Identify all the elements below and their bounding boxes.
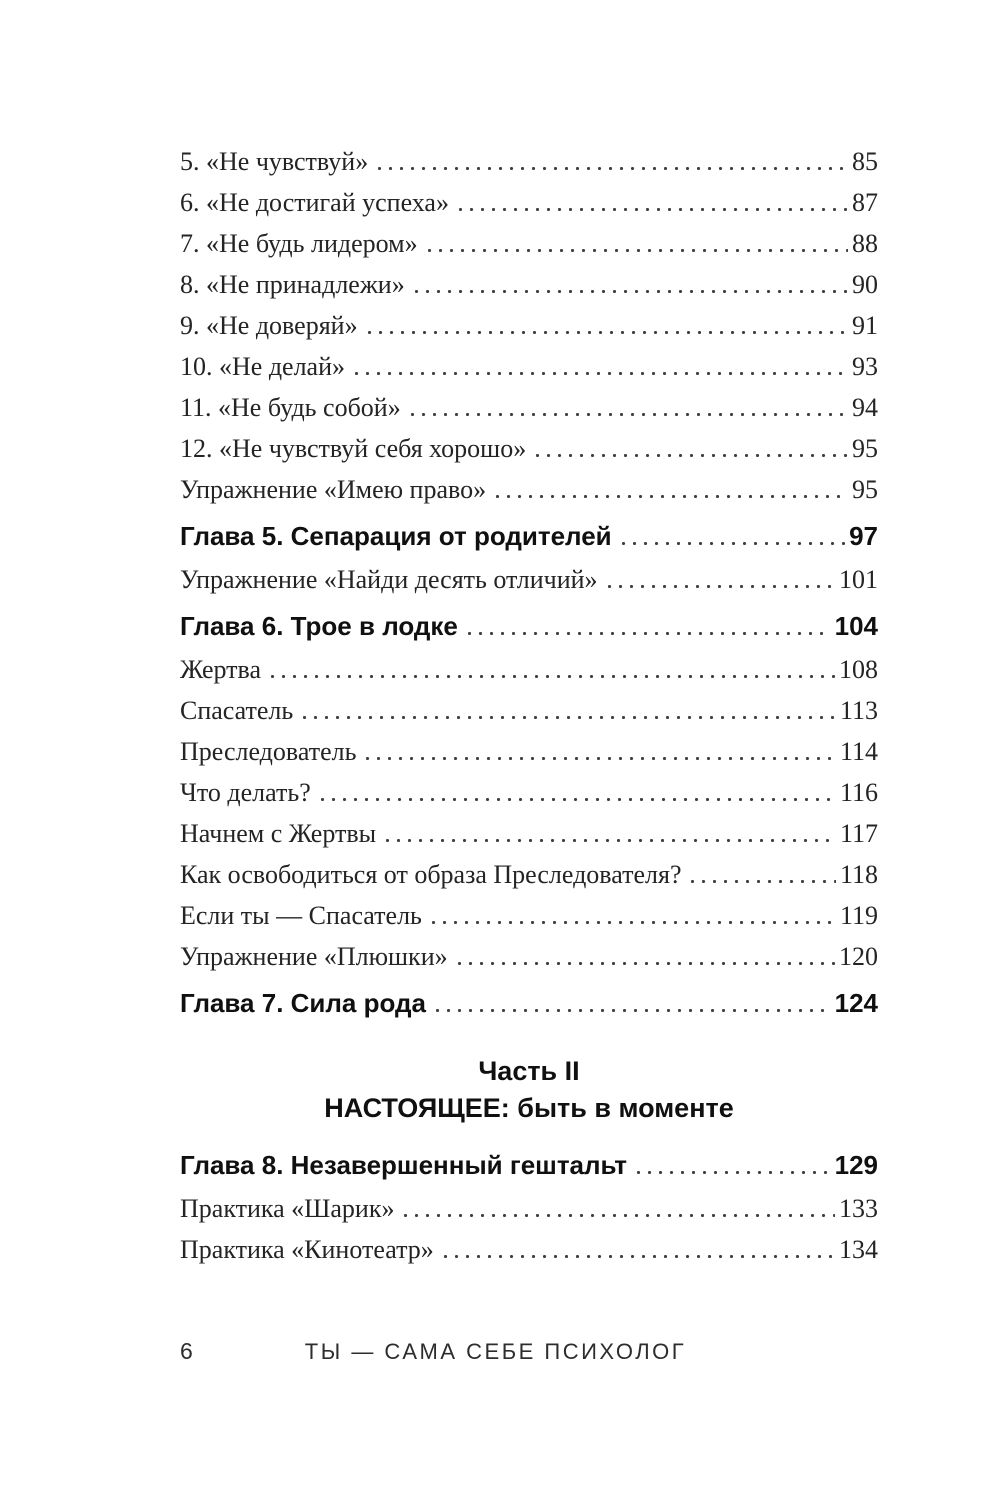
toc-entry-page: 85 <box>852 147 878 176</box>
toc-entry-label: Упражнение «Плюшки» <box>180 942 448 971</box>
toc-entry-label: Что делать? <box>180 778 311 807</box>
toc-entry-row <box>180 394 878 422</box>
dot-leader <box>637 1171 831 1174</box>
toc-entry-page: 95 <box>852 475 878 504</box>
toc-entry-label: Если ты — Спасатель <box>180 901 422 930</box>
toc-chapter-row <box>180 1151 878 1179</box>
toc-entry-label: 7. «Не будь лидером» <box>180 229 418 258</box>
toc-entry-page: 108 <box>839 655 878 684</box>
toc-entry-row <box>180 1236 878 1264</box>
toc-entry-page: 129 <box>834 1150 878 1180</box>
toc-entry-label: Спасатель <box>180 696 294 725</box>
toc-entry-label: Жертва <box>180 655 262 684</box>
toc-entry-row <box>180 656 878 684</box>
toc-entry-page: 113 <box>839 696 878 725</box>
toc-entry-row <box>180 861 878 889</box>
dot-leader <box>386 839 836 842</box>
toc-entry-row <box>180 738 878 766</box>
toc-entry-label: 9. «Не доверяй» <box>180 311 358 340</box>
toc-entry-label: Глава 6. Трое в лодке <box>180 611 458 641</box>
dot-leader <box>459 208 848 211</box>
footer-page-number: 6 <box>180 1338 193 1364</box>
dot-leader <box>436 1009 831 1012</box>
toc-entry-label: Глава 8. Незавершенный гештальт <box>180 1150 627 1180</box>
toc-entry-label: Практика «Кинотеатр» <box>180 1235 434 1264</box>
toc-entry-label: 10. «Не делай» <box>180 352 346 381</box>
toc-entry-row <box>180 1195 878 1223</box>
dot-leader <box>468 632 831 635</box>
dot-leader <box>411 413 848 416</box>
toc-entry-row <box>180 902 878 930</box>
toc-entry-row <box>180 189 878 217</box>
toc-entry-row <box>180 230 878 258</box>
part-heading-line: НАСТОЯЩЕЕ: быть в моменте <box>324 1093 734 1123</box>
toc-entry-page: 117 <box>839 819 878 848</box>
toc-entry-page: 114 <box>839 737 878 766</box>
toc-entry-row <box>180 353 878 381</box>
toc-entry-row <box>180 943 878 971</box>
toc-entry-row <box>180 697 878 725</box>
dot-leader <box>536 454 848 457</box>
toc-entry-page: 101 <box>839 565 878 594</box>
toc-entry-page: 133 <box>839 1194 878 1223</box>
dot-leader <box>415 290 848 293</box>
toc-entry-row <box>180 779 878 807</box>
dot-leader <box>608 585 835 588</box>
toc-entry-row <box>180 312 878 340</box>
dot-leader <box>444 1255 835 1258</box>
part-heading <box>180 1053 878 1127</box>
toc-entry-label: Преследователь <box>180 737 357 766</box>
table-of-contents <box>180 148 878 1277</box>
toc-entry-page: 97 <box>849 521 878 551</box>
toc-entry-label: 8. «Не принадлежи» <box>180 270 405 299</box>
toc-entry-page: 95 <box>852 434 878 463</box>
toc-entry-page: 119 <box>839 901 878 930</box>
toc-entry-label: 6. «Не достигай успеха» <box>180 188 449 217</box>
toc-entry-page: 116 <box>839 778 878 807</box>
toc-entry-page: 90 <box>852 270 878 299</box>
dot-leader <box>271 675 835 678</box>
dot-leader <box>496 495 848 498</box>
dot-leader <box>458 962 835 965</box>
toc-chapter-row <box>180 989 878 1017</box>
dot-leader <box>303 716 836 719</box>
toc-entry-label: Глава 5. Сепарация от родителей <box>180 521 612 551</box>
toc-entry-row <box>180 566 878 594</box>
toc-entry-page: 91 <box>852 311 878 340</box>
toc-entry-label: 12. «Не чувствуй себя хорошо» <box>180 434 527 463</box>
dot-leader <box>622 542 845 545</box>
toc-entry-label: 5. «Не чувствуй» <box>180 147 369 176</box>
toc-entry-label: Глава 7. Сила рода <box>180 988 426 1018</box>
toc-entry-page: 118 <box>839 860 878 889</box>
dot-leader <box>404 1214 835 1217</box>
toc-entry-row <box>180 476 878 504</box>
toc-entry-label: Практика «Шарик» <box>180 1194 395 1223</box>
toc-entry-row <box>180 435 878 463</box>
toc-entry-row <box>180 820 878 848</box>
dot-leader <box>321 798 836 801</box>
toc-entry-label: Упражнение «Имею право» <box>180 475 487 504</box>
toc-entry-page: 93 <box>852 352 878 381</box>
toc-entry-row <box>180 271 878 299</box>
dot-leader <box>355 372 848 375</box>
dot-leader <box>428 249 848 252</box>
footer-book-title: ТЫ — САМА СЕБЕ ПСИХОЛОГ <box>304 1339 687 1364</box>
toc-entry-page: 87 <box>852 188 878 217</box>
toc-entry-page: 88 <box>852 229 878 258</box>
toc-entry-label: Начнем с Жертвы <box>180 819 377 848</box>
toc-entry-row <box>180 148 878 176</box>
part-heading-line: Часть II <box>478 1056 580 1086</box>
dot-leader <box>432 921 836 924</box>
dot-leader <box>368 331 848 334</box>
toc-entry-page: 94 <box>852 393 878 422</box>
dot-leader <box>691 880 835 883</box>
toc-entry-page: 134 <box>839 1235 878 1264</box>
toc-chapter-row <box>180 612 878 640</box>
toc-chapter-row <box>180 522 878 550</box>
dot-leader <box>366 757 836 760</box>
toc-entry-page: 120 <box>839 942 878 971</box>
toc-entry-label: Упражнение «Найди десять отличий» <box>180 565 598 594</box>
dot-leader <box>378 167 848 170</box>
toc-entry-label: Как освободиться от образа Преследователя? <box>180 860 682 889</box>
toc-entry-page: 104 <box>834 611 878 641</box>
page-footer <box>180 1338 878 1365</box>
toc-entry-label: 11. «Не будь собой» <box>180 393 401 422</box>
toc-entry-page: 124 <box>834 988 878 1018</box>
